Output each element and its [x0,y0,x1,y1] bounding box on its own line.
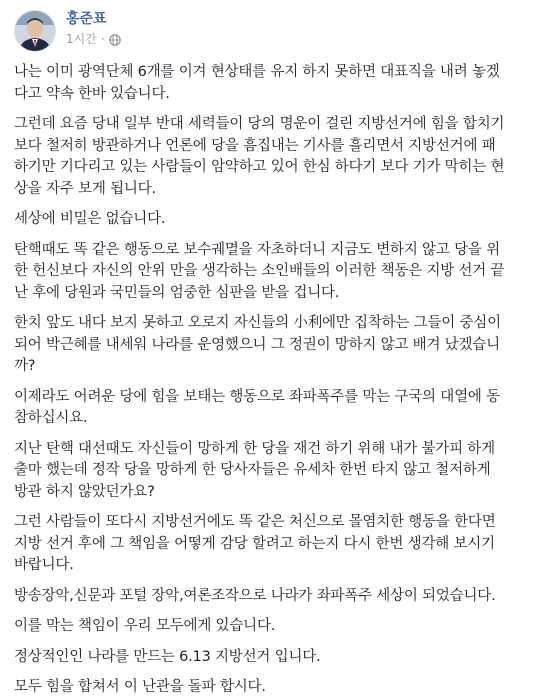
globe-icon[interactable] [109,33,121,45]
post-paragraph: 정상적인인 나라를 만드는 6.13 지방선거 입니다. [14,648,321,665]
post-paragraph: 세상에 비밀은 없습니다. [14,211,166,227]
post-meta [66,8,121,48]
post-header [14,0,540,62]
post-paragraph: 방송장악,신문과 포털 장악,여론조작으로 나라가 좌파폭주 세상이 되었습니다. [14,587,496,604]
author-name[interactable]: 홍준표 [66,11,107,27]
post-paragraph: 그런 사람들이 또다시 지방선거에도 똑 같은 처신으로 몰염치한 행동을 한다면 지방 선거 후에 그 책임을 어떻게 감당 할려고 하는지 다시 한번 생각해 보시기 바랍니다. [14,514,496,573]
meta-separator: · [100,32,105,46]
post-paragraph: 탄핵때도 똑 같은 행동으로 보수궤멸을 자초하더니 지금도 변하지 않고 당을 위 한 헌신보다 자신의 안위 만을 생각하는 소인배들의 이러한 책동은 지방 선거 끝 난 후에 당원과 국민들의 엄중한 심판을 받을 겁니다. [14,241,505,301]
post-paragraph: 지난 탄핵 대선때도 자신들이 망하게 한 당을 재건 하기 위해 내가 불가피 하게 출마 했는데 정작 당을 망하게 한 당사자들은 유세차 한번 타지 않고 철저하게 방관 하지 않았던가요? [14,440,495,500]
post-paragraph: 이제라도 어려운 당에 힘을 보태는 행동으로 좌파폭주를 막는 구국의 대열에 동 참하십시요. [14,388,500,426]
post-time[interactable]: 1시간 [66,32,97,46]
post-paragraph: 모두 힘을 합쳐서 이 난관을 돌파 합시다. [14,679,266,695]
post-timestamp-row [66,30,121,48]
author-avatar[interactable] [14,10,56,52]
avatar-photo [15,11,55,51]
post-paragraph: 나는 이미 광역단체 6개를 이겨 현상태를 유지 하지 못하면 대표직을 내려 놓겠 다고 약속 한바 있습니다. [14,64,500,102]
post-paragraph: 그런데 요즘 당내 일부 반대 세력들이 당의 명운이 걸린 지방선거에 힘을 합치기 보다 철저히 방관하거나 언론에 당을 흠집내는 기사를 흘리면서 지방선거에 패 하기만 기다리고 있는 사람들이 암약하고 있어 한심 하다기 보다 기가 막히는 현 상을 자주 보게 됩니다. [14,116,505,197]
post-paragraph: 이를 막는 책임이 우리 모두에게 있습니다. [14,618,276,634]
post-body [14,62,540,699]
post-paragraph: 한치 앞도 내다 보지 못하고 오로지 자신들의 小利에만 집착하는 그들이 중심이 되어 박근혜를 내세워 나라를 운영했으니 그 정권이 망하지 않고 배겨 났겠습니 까? [14,315,501,374]
